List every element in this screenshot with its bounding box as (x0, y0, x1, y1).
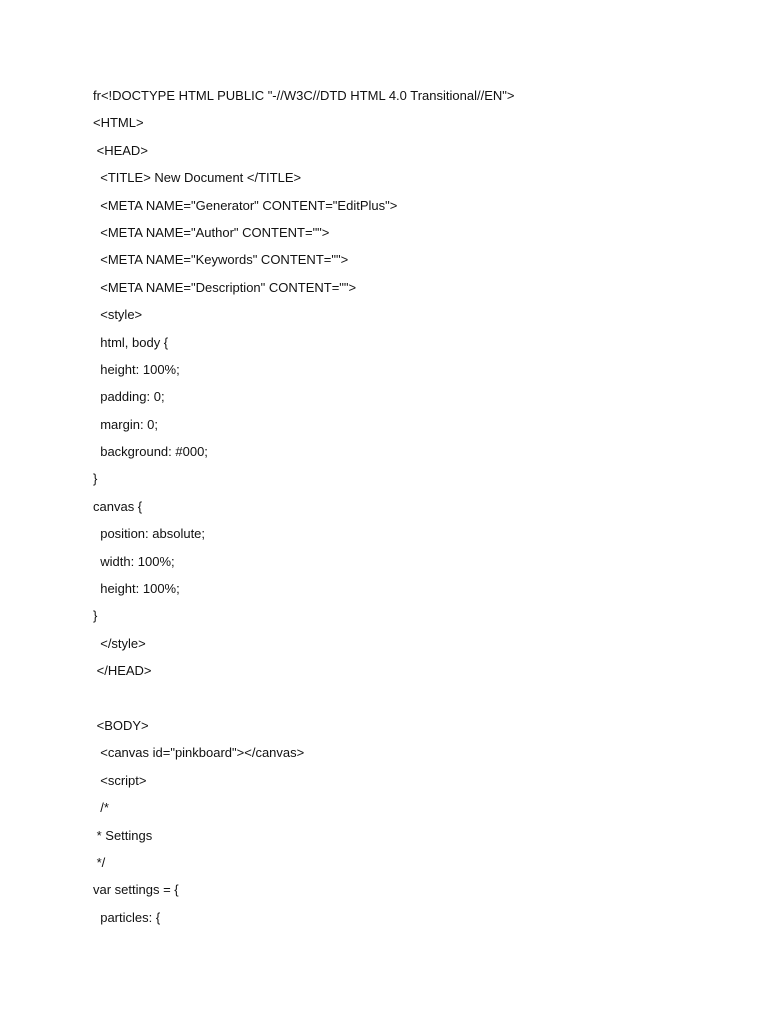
code-line: height: 100%; (93, 581, 180, 597)
code-line: } (93, 608, 98, 624)
code-line: </HEAD> (93, 663, 152, 679)
code-line: <TITLE> New Document </TITLE> (93, 170, 302, 186)
code-line: var settings = { (93, 882, 179, 898)
code-line: <canvas id="pinkboard"></canvas> (93, 745, 305, 761)
code-line: html, body { (93, 334, 169, 350)
code-line: canvas { (93, 498, 143, 514)
code-line: background: #000; (93, 444, 208, 460)
code-line: <HTML> (93, 115, 144, 131)
code-line: width: 100%; (93, 553, 175, 569)
code-line: fr<!DOCTYPE HTML PUBLIC "-//W3C//DTD HTML 4.0 Transitional//EN"> (93, 88, 515, 103)
code-line: position: absolute; (93, 526, 206, 542)
code-line: margin: 0; (93, 416, 159, 432)
code-line: <META NAME="Author" CONTENT=""> (93, 224, 330, 240)
code-text-block (93, 86, 733, 935)
code-line: <META NAME="Keywords" CONTENT=""> (93, 252, 349, 268)
code-line: <META NAME="Generator" CONTENT="EditPlus"> (93, 197, 398, 213)
code-line: <META NAME="Description" CONTENT=""> (93, 279, 357, 295)
code-line: <style> (93, 307, 143, 323)
code-line: particles: { (93, 909, 161, 925)
code-line: <HEAD> (93, 142, 148, 158)
code-line: height: 100%; (93, 361, 180, 377)
code-line: /* (93, 800, 109, 816)
code-line: <BODY> (93, 717, 149, 733)
code-line: <script> (93, 772, 147, 788)
code-line: * Settings (93, 827, 153, 843)
code-line: padding: 0; (93, 389, 165, 405)
blank-line (93, 689, 733, 716)
code-line: </style> (93, 635, 146, 651)
code-line: } (93, 471, 98, 487)
code-line: */ (93, 854, 106, 870)
